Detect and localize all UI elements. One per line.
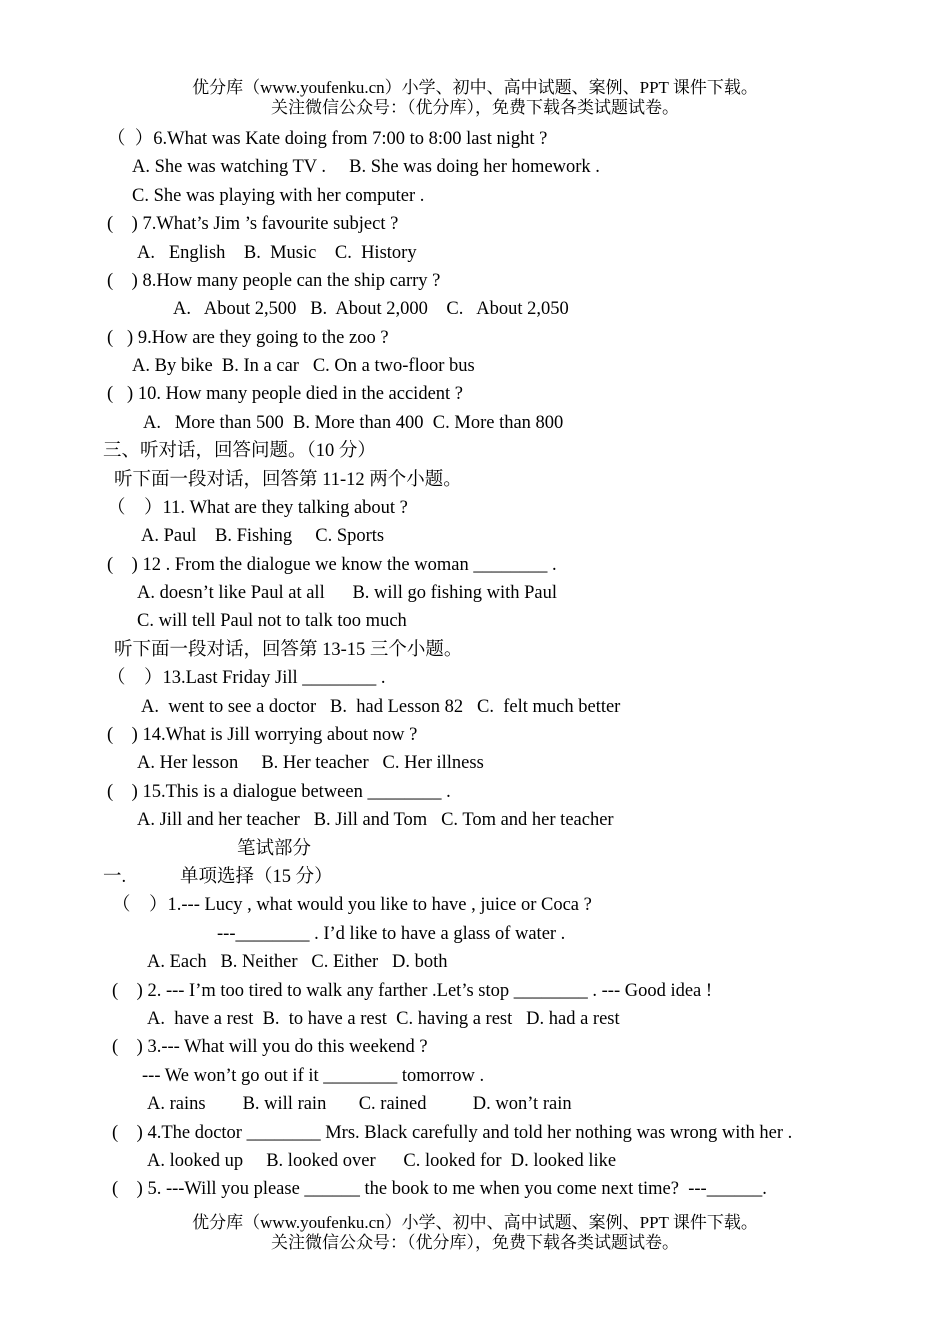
mc-question-2-options: A. have a rest B. to have a rest C. having a rest D. had a rest [147,1009,620,1029]
question-13-options: A. went to see a doctor B. had Lesson 82 C. felt much better [141,697,621,717]
mc-question-1-options: A. Each B. Neither C. Either D. both [147,952,448,972]
mc-question-3-reply: --- We won’t go out if it ________ tomorrow . [142,1066,485,1086]
question-7: ( ) 7.What’s Jim ’s favourite subject ? [107,214,399,234]
question-8-options: A. About 2,500 B. About 2,000 C. About 2,050 [173,299,569,319]
question-13: （ ）13.Last Friday Jill ________ . [107,668,386,688]
dialogue-1-instruction: 听下面一段对话，回答第 11-12 两个小题。 [114,470,462,490]
mc-question-3: ( ) 3.--- What will you do this weekend ? [112,1037,428,1057]
question-15-options: A. Jill and her teacher B. Jill and Tom C. Tom and her teacher [137,810,614,830]
mc-question-5: ( ) 5. ---Will you please ______ the book to me when you come next time? ---______. [112,1179,767,1199]
question-14-options: A. Her lesson B. Her teacher C. Her illness [137,753,484,773]
header-line-2: 关注微信公众号：（优分库），免费下载各类试题试卷。 [271,98,679,117]
question-8: ( ) 8.How many people can the ship carry ? [107,271,441,291]
footer-line-1: 优分库（www.youfenku.cn）小学、初中、高中试题、案例、PPT 课件下载。 [192,1213,758,1232]
section-1-title: 单项选择（15 分） [180,867,333,887]
mc-question-2: ( ) 2. --- I’m too tired to walk any farther .Let’s stop ________ . --- Good idea ! [112,981,713,1001]
question-12-option-c: C. will tell Paul not to talk too much [137,611,407,631]
question-15: ( ) 15.This is a dialogue between ________ . [107,782,451,802]
question-6: （ ）6.What was Kate doing from 7:00 to 8:00 last night ? [107,129,548,149]
question-9: ( ) 9.How are they going to the zoo ? [107,328,389,348]
mc-question-4-options: A. looked up B. looked over C. looked for D. looked like [147,1151,617,1171]
question-12: ( ) 12 . From the dialogue we know the woman ________ . [107,555,557,575]
question-11-options: A. Paul B. Fishing C. Sports [141,526,385,546]
mc-question-1: （ ）1.--- Lucy , what would you like to have , juice or Coca ? [112,895,592,915]
question-10-options: A. More than 500 B. More than 400 C. More than 800 [143,413,564,433]
header-line-1: 优分库（www.youfenku.cn）小学、初中、高中试题、案例、PPT 课件下载。 [192,78,758,97]
question-12-options-ab: A. doesn’t like Paul at all B. will go fishing with Paul [137,583,557,603]
section-3-heading: 三、听对话，回答问题。（10 分） [103,441,376,461]
section-1-number: 一. [103,867,127,887]
mc-question-1-reply: ---________ . I’d like to have a glass of water . [217,924,566,944]
question-9-options: A. By bike B. In a car C. On a two-floor bus [132,356,475,376]
dialogue-2-instruction: 听下面一段对话，回答第 13-15 三个小题。 [114,640,463,660]
question-6-options-ab: A. She was watching TV . B. She was doing her homework . [132,157,600,177]
mc-question-3-options: A. rains B. will rain C. rained D. won’t rain [147,1094,572,1114]
footer-line-2: 关注微信公众号：（优分库），免费下载各类试题试卷。 [271,1233,679,1252]
question-7-options: A. English B. Music C. History [137,243,417,263]
question-11: （ ）11. What are they talking about ? [107,498,408,518]
question-6-option-c: C. She was playing with her computer . [132,186,425,206]
written-part-heading: 笔试部分 [237,839,312,859]
mc-question-4: ( ) 4.The doctor ________ Mrs. Black carefully and told her nothing was wrong with her . [112,1123,793,1143]
question-10: ( ) 10. How many people died in the accident ? [107,384,464,404]
question-14: ( ) 14.What is Jill worrying about now ? [107,725,418,745]
